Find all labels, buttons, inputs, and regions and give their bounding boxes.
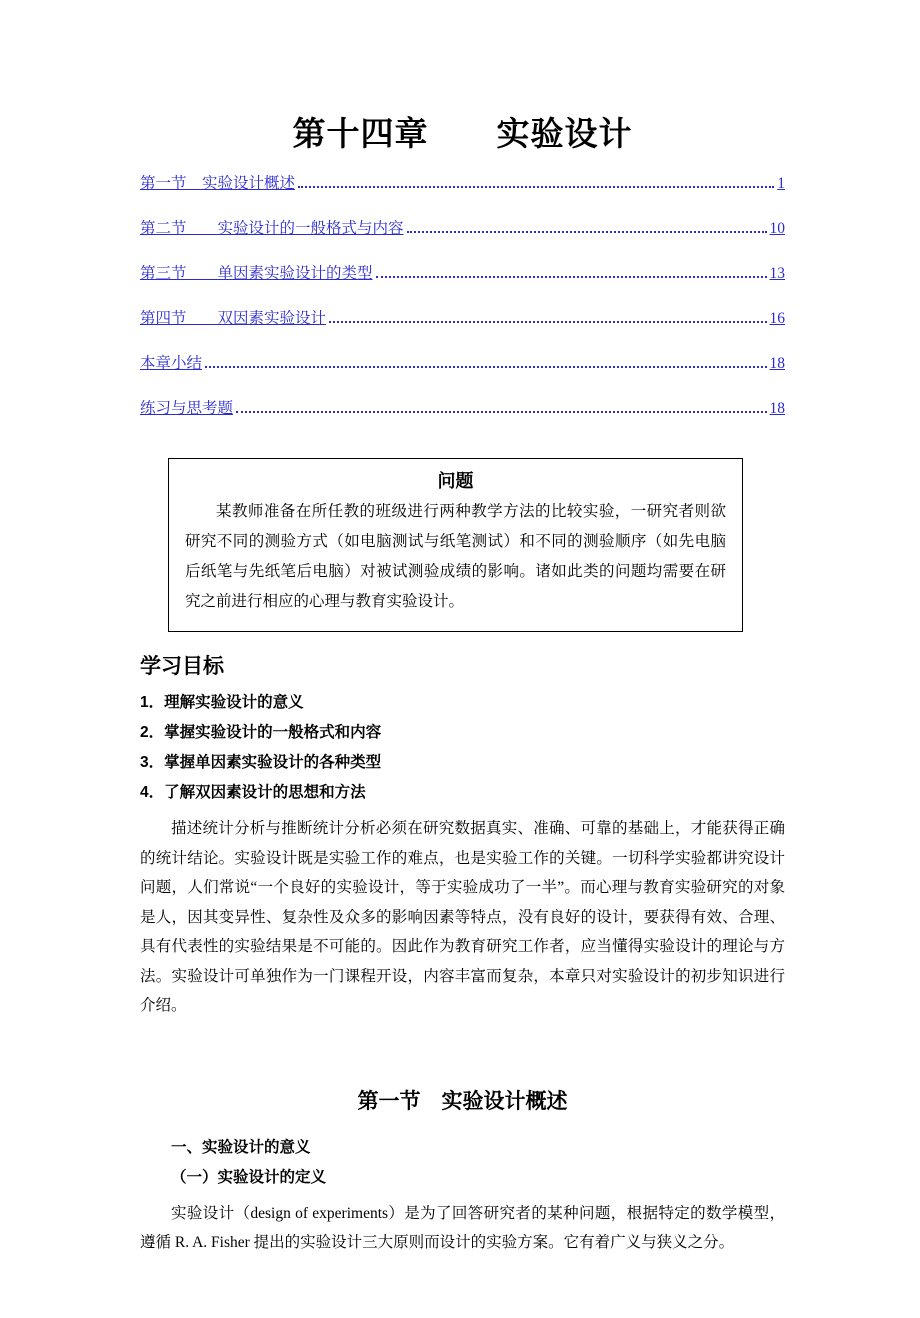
problem-box <box>168 458 743 632</box>
table-of-contents <box>140 171 785 418</box>
toc-entry[interactable] <box>140 171 785 193</box>
chapter-title: 第十四章 实验设计 <box>292 117 633 153</box>
section1-subheading-1: 一、实验设计的意义 <box>171 1138 311 1156</box>
toc-dot-leader <box>205 366 766 368</box>
toc-page-number[interactable]: 10 <box>769 220 785 237</box>
toc-link[interactable]: 练习与思考题 <box>140 400 234 417</box>
toc-page-number[interactable]: 18 <box>769 355 785 372</box>
toc-dot-leader <box>236 411 766 413</box>
section1-body-paragraph: 实验设计（design of experiments）是为了回答研究者的某种问题，根据特定的数学模型，遵循 R. A. Fisher 提出的实验设计三大原则而设计的实验方案。它有着广义与狭义之分。 <box>140 1204 785 1251</box>
toc-dot-leader <box>376 276 767 278</box>
toc-link[interactable]: 本章小结 <box>140 355 203 372</box>
toc-link[interactable]: 第一节 实验设计概述 <box>140 175 296 192</box>
section1-heading: 第一节 实验设计概述 <box>357 1088 568 1113</box>
problem-box-body: 某教师准备在所任教的班级进行两种教学方法的比较实验，一研究者则欲研究不同的测验方式（如电脑测试与纸笔测试）和不同的测验顺序（如先电脑后纸笔与先纸笔后电脑）对被试测验成绩的影响。诸如此类的问题均需要在研究之前进行相应的心理与教育实验设计。 <box>185 503 726 610</box>
toc-page-number[interactable]: 18 <box>769 400 785 417</box>
toc-dot-leader <box>298 186 774 188</box>
toc-page-number[interactable]: 1 <box>777 175 785 192</box>
section1-subheading-2: （一）实验设计的定义 <box>171 1168 327 1186</box>
toc-dot-leader <box>329 321 766 323</box>
objectives-heading: 学习目标 <box>140 655 224 678</box>
toc-entry[interactable] <box>140 351 785 373</box>
toc-page-number[interactable]: 13 <box>769 265 785 282</box>
objective-item: 3．掌握单因素实验设计的各种类型 <box>140 754 382 771</box>
toc-link[interactable]: 第三节 单因素实验设计的类型 <box>140 265 373 282</box>
objective-item: 4．了解双因素设计的思想和方法 <box>140 784 366 801</box>
problem-box-title: 问题 <box>437 471 474 491</box>
objective-item: 1．理解实验设计的意义 <box>140 694 304 711</box>
toc-dot-leader <box>407 231 767 233</box>
toc-page-number[interactable]: 16 <box>769 310 785 327</box>
toc-entry[interactable] <box>140 261 785 283</box>
toc-entry[interactable] <box>140 396 785 418</box>
toc-link[interactable]: 第四节 双因素实验设计 <box>140 310 327 327</box>
toc-entry[interactable] <box>140 216 785 238</box>
toc-link[interactable]: 第二节 实验设计的一般格式与内容 <box>140 220 404 237</box>
intro-paragraph: 描述统计分析与推断统计分析必须在研究数据真实、准确、可靠的基础上，才能获得正确的统计结论。实验设计既是实验工作的难点，也是实验工作的关键。一切科学实验都讲究设计问题，人们常说“一个良好的实验设计，等于实验成功了一半”。而心理与教育实验研究的对象是人，因其变异性、复杂性及众多的影响因素等特点，没有良好的设计，要获得有效、合理、具有代表性的实验结果是不可能的。因此作为教育研究工作者，应当懂得实验设计的理论与方法。实验设计可单独作为一门课程开设，内容丰富而复杂，本章只对实验设计的初步知识进行介绍。 <box>140 820 785 1014</box>
toc-entry[interactable] <box>140 306 785 328</box>
objectives-list <box>140 688 785 808</box>
objective-item: 2．掌握实验设计的一般格式和内容 <box>140 724 382 741</box>
